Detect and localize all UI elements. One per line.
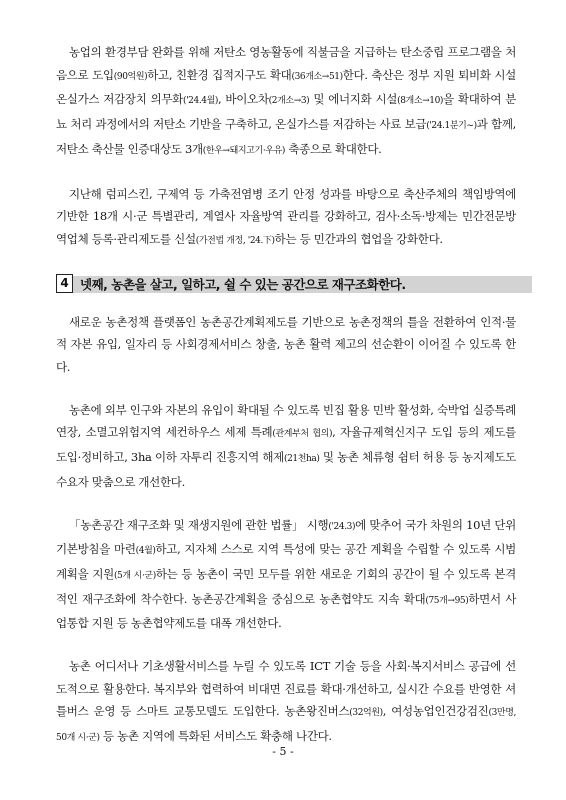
inline-note: ('24.4월) (183, 96, 219, 107)
inline-note: (2개소→3) (268, 96, 310, 107)
paragraph-population-inflow (56, 399, 516, 494)
text-run: 지난해 럼피스킨, 구제역 등 가축전염병 조기 안정 성과를 바탕으로 축산주체의 책임방역에 기반한 18개 시·군 특별관리, 계열사 자율방역 관리를 강화하고, 검사·소독·방제는 민간전문방역업체 등록·관리제도를 신설 (56, 186, 516, 246)
text-run: , 여성농업인건강검진 (382, 704, 489, 719)
text-run: 과 함께, 저탄소 축산물 인증대상도 3개 (56, 117, 517, 156)
section-heading (56, 273, 516, 295)
inline-note: (한우→돼지고기·우유) (202, 145, 285, 156)
text-run: 등 농촌 지역에 특화된 서비스도 확충해 나간다. (99, 729, 332, 744)
page-number: - 5 - (272, 745, 294, 758)
inline-note: ('24.1분기~) (426, 121, 477, 132)
text-run: , 자율규제혁신지구 도입 등의 제도를 도입·정비하고, 3ha 이하 자투리 진흥지역 해제 (56, 425, 516, 465)
paragraph-carbon-neutral (56, 41, 516, 163)
inline-note: (3만명, 50개 시·군) (56, 708, 516, 744)
inline-note: ('24.3) (328, 521, 356, 532)
text-run: 축종으로 확대한다. (284, 141, 382, 156)
paragraph-rural-space-plan (56, 311, 516, 379)
inline-note: (관계부처 협의) (272, 429, 333, 440)
inline-note: (21천ha) (283, 454, 320, 465)
text-run: 농촌에 외부 인구와 자본의 유입이 확대될 수 있도록 빈집 활용 민박 활성화, 숙박업 실증특례 연장, 소멸고위험지역 세컨하우스 세제 특례 (56, 402, 516, 440)
paragraph-restructuring-law (56, 514, 516, 636)
inline-note: (5개 시·군) (113, 570, 156, 581)
inline-note: (36개소→51) (291, 71, 343, 82)
text-run: 하면서 사업통합 지원 등 농촌협약제도를 대폭 개선한다. (56, 591, 516, 631)
inline-note: (32억원) (349, 708, 383, 719)
text-run: 및 에너지화 시설 (309, 92, 398, 107)
text-run: 하고, 지자체 스스로 지역 특성에 맞는 공간 계획을 수립할 수 있도록 시범계획을 지원 (56, 542, 516, 581)
text-run: 하고, 친환경 집적지구도 확대 (147, 67, 292, 82)
text-run: 농촌 어디서나 기초생활서비스를 누릴 수 있도록 ICT 기술 등을 사회·복지서비스 공급에 선도적으로 활용한다. 복지부와 협력하여 비대면 진료를 확대·개선하고, 실시간 수요를 반영한 셔틀버스 운영 등 스마트 교통모델도 도입한다. 농촌왕진버스 (56, 659, 516, 719)
text-run: 하는 등 농촌이 국민 모두를 위한 새로운 기회의 공간이 될 수 있도록 본격적인 재구조화에 착수한다. 농촌공간계획을 중심으로 농촌협약도 지속 확대 (56, 566, 516, 606)
text-run: 새로운 농촌정책 플랫폼인 농촌공간계획제도를 기반으로 농촌정책의 틀을 전환하여 인적·물적 자본 유입, 일자리 등 사회경제서비스 창출, 농촌 활력 제고의 선순환이 이어질 수 있도록 한다. (56, 314, 516, 375)
text-run: 「농촌공간 재구조화 및 재생지원에 관한 법률」 시행 (69, 517, 329, 532)
inline-note: (8개소→10) (397, 96, 444, 107)
text-run: , 바이오차 (218, 92, 269, 107)
section-title: 넷째, 농촌을 살고, 일하고, 쉴 수 있는 공간으로 재구조화한다. (80, 276, 406, 292)
text-run: 을 확대하여 분뇨 처리 과정에서의 저탄소 기반을 구축하고, 온실가스를 저감하는 사료 보급 (56, 92, 516, 132)
text-run: 에 맞추어 국가 차원의 10년 단위 기본방침을 마련 (56, 517, 516, 557)
inline-note: (4월) (135, 546, 156, 557)
paragraph-basic-services (56, 655, 516, 750)
text-run: 농업의 환경부담 완화를 위해 저탄소 영농활동에 직불금을 지급하는 탄소중립 프로그램을 처음으로 도입 (56, 45, 516, 82)
section-number-box: 4 (56, 274, 73, 293)
inline-note: (75개→95) (425, 595, 469, 606)
paragraph-livestock-quarantine (56, 183, 516, 253)
document-body (56, 41, 516, 770)
inline-note: (가전법 개정, '24.下) (195, 235, 275, 246)
text-run: 및 농촌 체류형 쉼터 허용 등 농지제도도 수요자 맞춤으로 개선한다. (56, 450, 516, 489)
inline-note: (90억원) (113, 71, 148, 82)
text-run: 한다. 축산은 정부 지원 퇴비화 시설 온실가스 저감장치 의무화 (56, 67, 516, 107)
text-run: 하는 등 민간과의 협업을 강화한다. (274, 231, 443, 246)
